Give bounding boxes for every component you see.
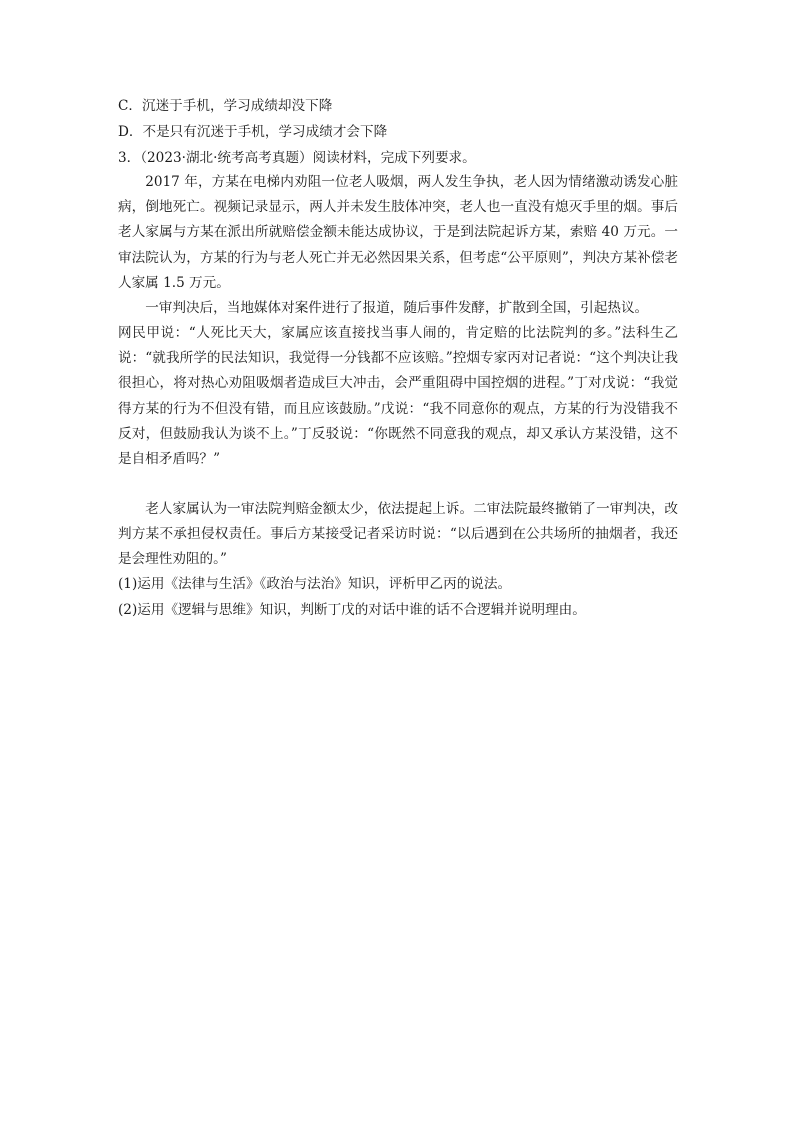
material-paragraph-2: 网民甲说：“人死比天大，家属应该直接找当事人闹的，肯定赔的比法院判的多。”法科生乙说：“就我所学的民法知识，我觉得一分钱都不应该赔。”控烟专家丙对记者说：“这个判决让我很担心，将对热心劝阻吸烟者造成巨大冲击，会严重阻碍中国控烟的进程。”丁对戊说：“我觉得方某的行为不但没有错，而且应该鼓励。”戊说：“我不同意你的观点，方某的行为没错我不反对，但鼓励我认为谈不上。”丁反驳说：“你既然不同意我的观点，却又承认方某没错，这不是自相矛盾吗？” xyxy=(118,325,678,468)
task-2: (2)运用《逻辑与思维》知识，判断丁戊的对话中谁的话不合逻辑并说明理由。 xyxy=(118,602,586,618)
question-3-header: 3．（2023·湖北·统考高考真题）阅读材料，完成下列要求。 xyxy=(118,150,476,166)
material-paragraph-1: 2017 年，方某在电梯内劝阻一位老人吸烟，两人发生争执，老人因为情绪激动诱发心脏病，倒地死亡。视频记录显示，两人并未发生肢体冲突，老人也一直没有熄灭手里的烟。事后老人家属与方某在派出所就赔偿金额未能达成协议，于是到法院起诉方某，索赔 40 万元。一审法院认为，方某的行为与老人死亡并无必然因果关系，但考虑“公平原则”，判决方某补偿老人家属 1.5 万元。 xyxy=(118,174,678,291)
option-d: D．不是只有沉迷于手机，学习成绩才会下降 xyxy=(118,124,388,140)
task-1: (1)运用《法律与生活》《政治与法治》知识，评析甲乙丙的说法。 xyxy=(118,576,512,592)
option-c: C．沉迷于手机，学习成绩却没下降 xyxy=(118,98,333,114)
material-paragraph-2-first-line: 一审判决后，当地媒体对案件进行了报道，随后事件发酵，扩散到全国，引起热议。 xyxy=(145,300,649,316)
material-paragraph-3: 老人家属认为一审法院判赔金额太少，依法提起上诉。二审法院最终撤销了一审判决，改判方某不承担侵权责任。事后方某接受记者采访时说：“以后遇到在公共场所的抽烟者，我还是会理性劝阻的。” xyxy=(118,501,678,568)
